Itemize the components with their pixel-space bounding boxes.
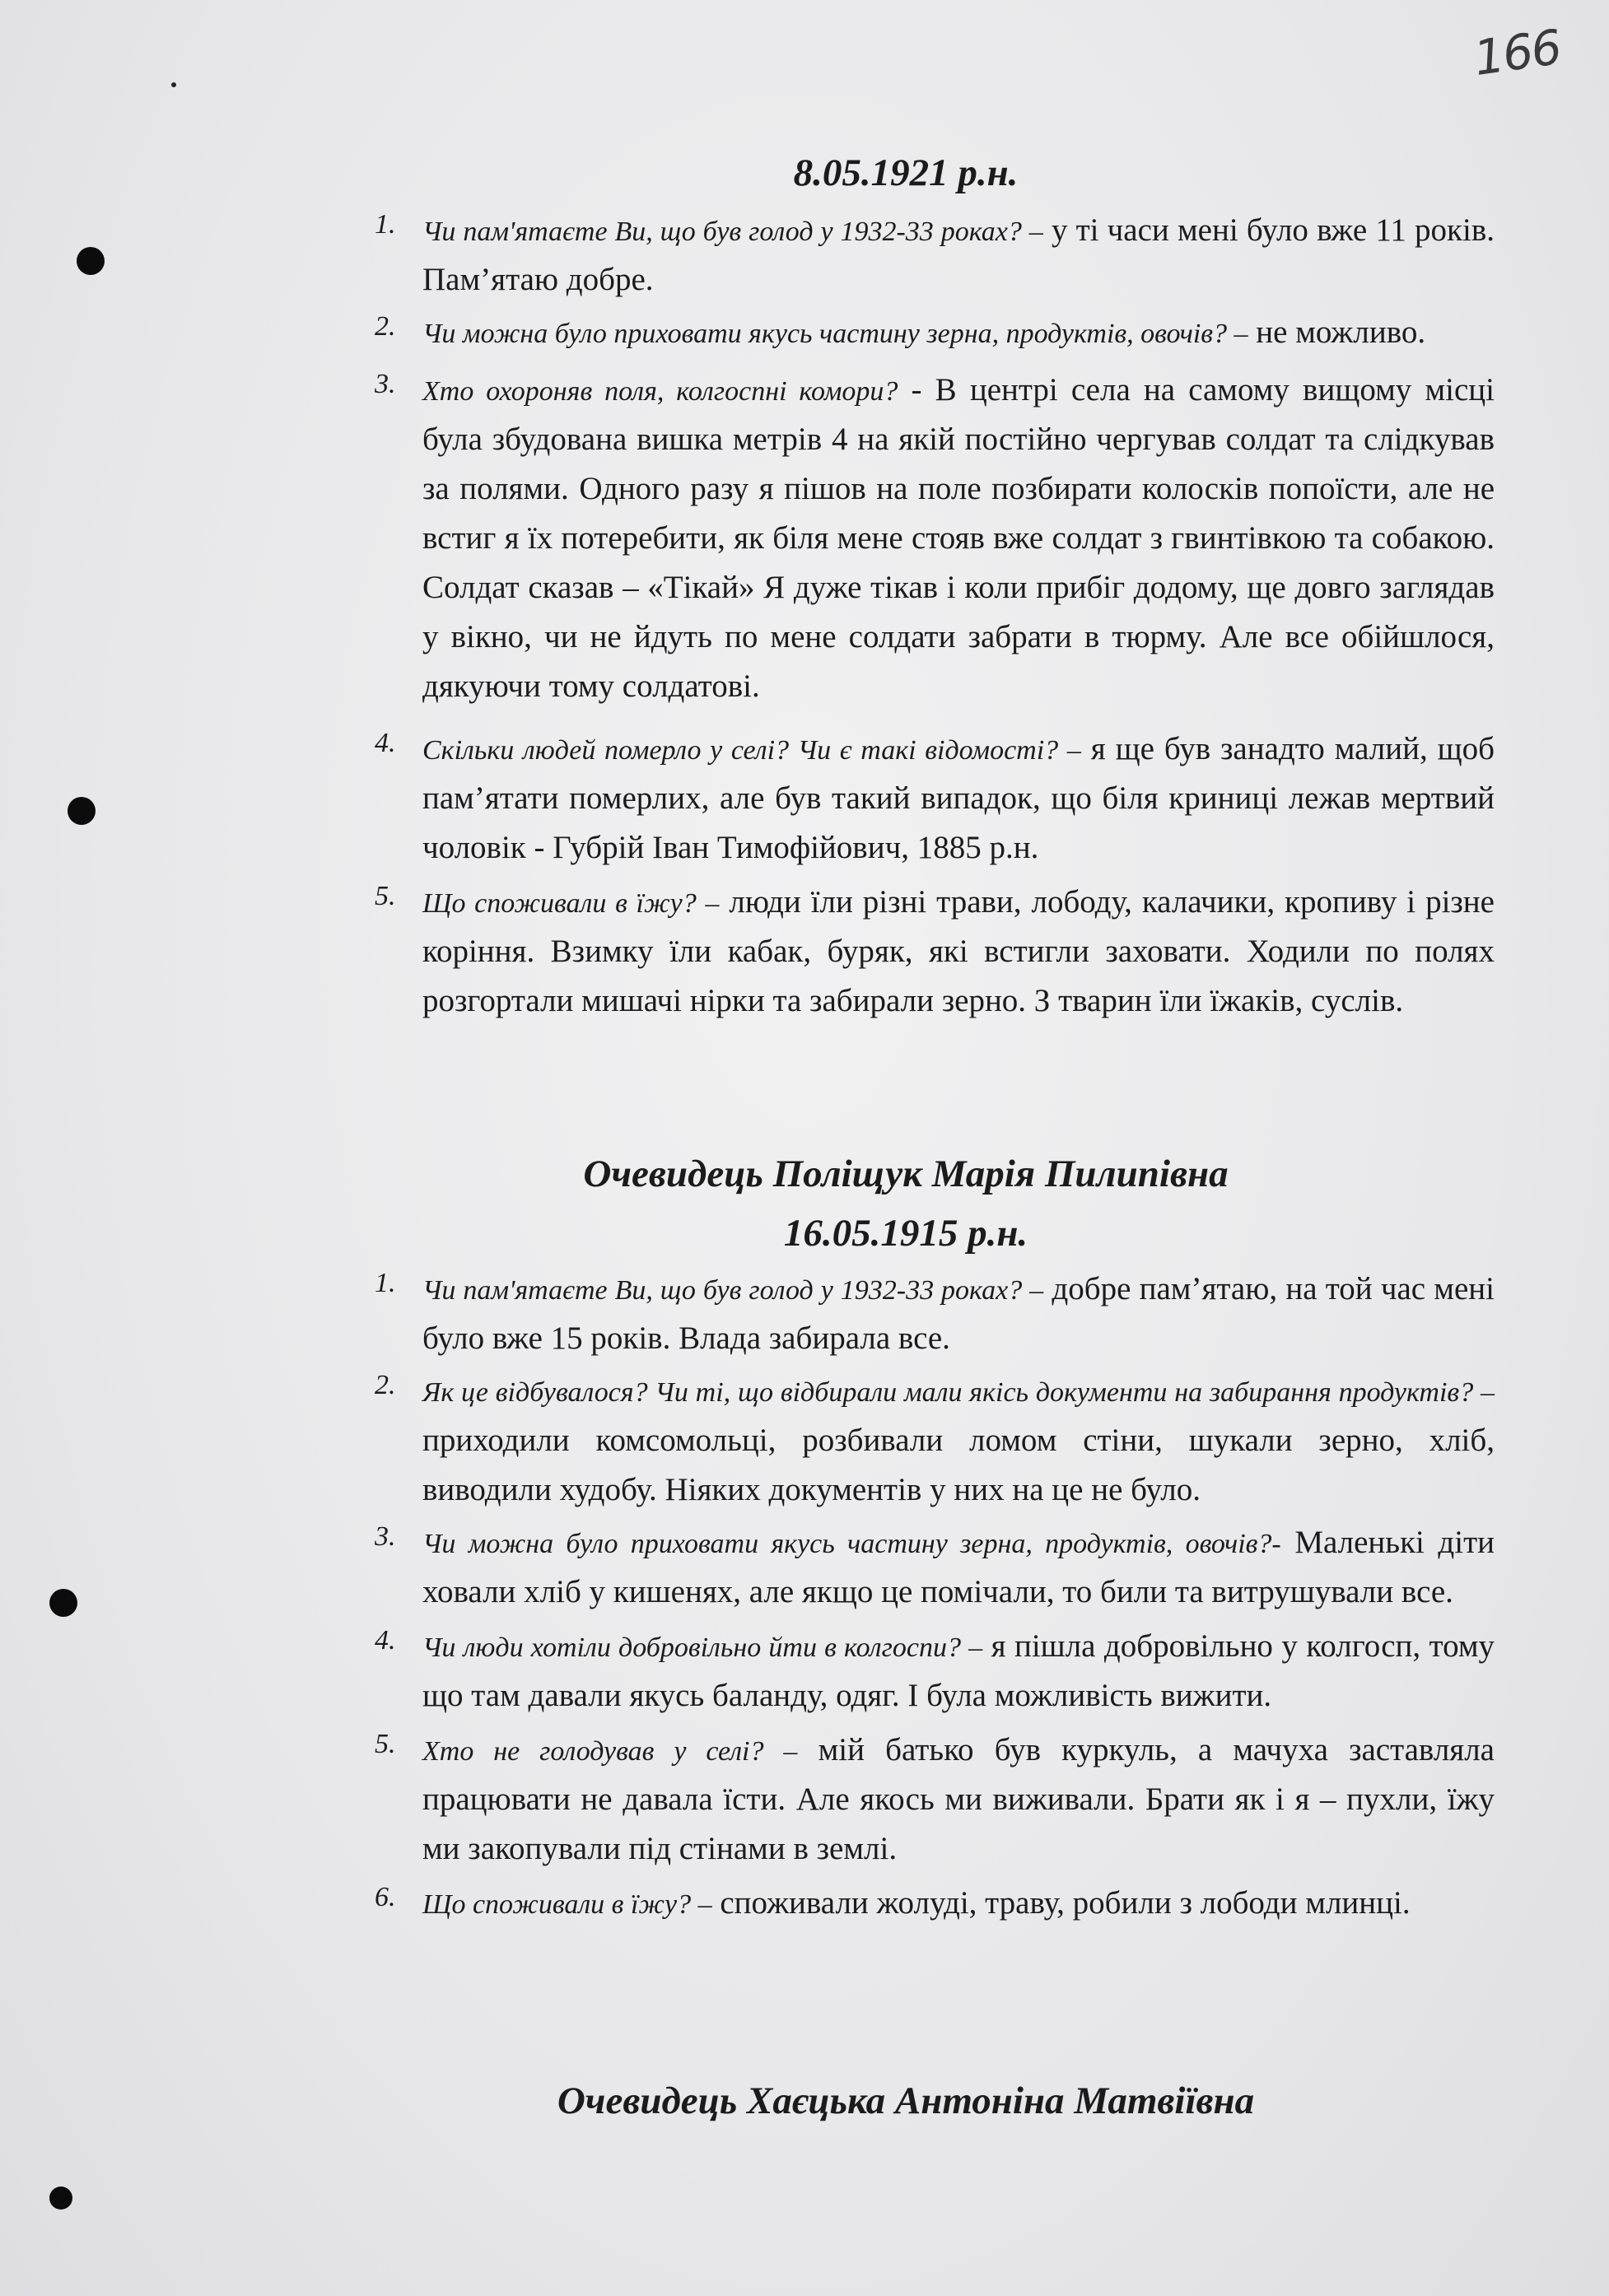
question-text: Як це відбувалося? Чи ті, що відбирали мали якісь документи на забирання продуктів? – (422, 1377, 1495, 1408)
birth-date-heading: 8.05.1921 р.н. (793, 151, 1019, 194)
interview-list (375, 1268, 1495, 1931)
item-number: 3. (375, 369, 396, 399)
answer-text: споживали жолуді, траву, робили з лободи млинці. (711, 1885, 1411, 1921)
item-number: 1. (375, 209, 396, 240)
item-number: 5. (375, 881, 396, 911)
question-text: Чи пам'ятаєте Ви, що був голод у 1932-33 роках? – (422, 217, 1043, 247)
item-number: 4. (375, 728, 396, 758)
item-number: 6. (375, 1882, 396, 1912)
list-item (375, 881, 1495, 1029)
item-number: 4. (375, 1625, 396, 1656)
list-item (375, 1625, 1495, 1724)
list-item (375, 728, 1495, 876)
list-item (375, 1268, 1495, 1367)
item-number: 2. (375, 311, 396, 342)
item-number: 3. (375, 1521, 396, 1552)
question-text: Чи люди хотіли добровільно йти в колгоспи? – (422, 1632, 983, 1663)
question-text: Скільки людей померло у селі? Чи є такі відомості? – (422, 735, 1081, 766)
list-item (375, 209, 1495, 308)
witness-name-heading: Очевидець Поліщук Марія Пилипівна (583, 1153, 1229, 1195)
list-item (375, 1729, 1495, 1877)
question-text: Чи пам'ятаєте Ви, що був голод у 1932-33 роках? – (422, 1275, 1044, 1306)
answer-text: добре пам’ятаю, на той час мені було вже 15 років. Влада забирала все. (422, 1271, 1495, 1356)
answer-text: я ще був занадто малий, щоб пам’ятати померлих, але був такий випадок, що біля криниці лежав мертвий чоловік - Губрій Іван Тимофійович, 1885 р.н. (422, 731, 1495, 865)
answer-text: люди їли різні трави, лободу, калачики, кропиву і різне коріння. Взимку їли кабак, буряк, які встигли заховати. Ходили по полях розгортали мишачі нірки та забирали зерно. З тварин їли їжаків, суслів. (422, 884, 1495, 1018)
punch-hole (49, 1589, 77, 1617)
witness-name-heading: Очевидець Хаєцька Антоніна Матвіївна (557, 2079, 1255, 2122)
punch-hole (77, 247, 105, 275)
question-text: Хто не голодував у селі? – (422, 1736, 798, 1767)
answer-text: приходили комсомольці, розбивали ломом стіни, шукали зерно, хліб, виводили худобу. Ніяких документів у них на це не було. (422, 1423, 1495, 1507)
interview-list (375, 209, 1495, 1029)
answer-text: я пішла добровільно у колгосп, тому що там давали якусь баланду, одяг. І була можливість вижити. (422, 1628, 1495, 1713)
paper-speck (171, 82, 176, 87)
punch-hole (49, 2187, 72, 2210)
answer-text: мій батько був куркуль, а мачуха заставляла працювати не давала їсти. Але якось ми виживали. Брати як і я – пухли, їжу ми закопували під стінами в землі. (422, 1732, 1495, 1866)
list-item (375, 369, 1495, 715)
birth-date-heading: 16.05.1915 р.н. (783, 1212, 1028, 1255)
question-text: Що споживали в їжу? – (422, 888, 720, 919)
list-item (375, 311, 1495, 361)
item-number: 5. (375, 1729, 396, 1759)
item-number: 1. (375, 1268, 396, 1298)
question-text: Хто охороняв поля, колгоспні комори? (422, 376, 898, 407)
list-item (375, 1521, 1495, 1620)
answer-text: - В центрі села на самому вищому місці була збудована вишка метрів 4 на якій постійно чергував солдат та слідкував за полями. Одного разу я пішов на поле позбирати колосків попоїсти, але не встиг я їх потеребити, як біля мене стояв вже солдат з гвинтівкою та собакою. Солдат сказав – «Тікай» Я дуже тікав і коли прибіг додому, ще довго заглядав у вікно, чи не йдуть по мене солдати забрати в тюрму. Але все обійшлося, дякуючи тому солдатові. (422, 372, 1495, 704)
answer-text: Маленькі діти ховали хліб у кишенях, але якщо це помічали, то били та витрушували все. (422, 1525, 1495, 1609)
page-number: 166 (1470, 19, 1564, 86)
list-item (375, 1370, 1495, 1518)
question-text: Чи можна було приховати якусь частину зерна, продуктів, овочів?- (422, 1529, 1281, 1559)
answer-text: не можливо. (1248, 314, 1426, 350)
question-text: Що споживали в їжу? – (422, 1889, 712, 1920)
item-number: 2. (375, 1370, 396, 1400)
answer-text: у ті часи мені було вже 11 років. Пам’ятаю добре. (422, 212, 1495, 297)
list-item (375, 1882, 1495, 1931)
punch-hole (68, 797, 96, 825)
question-text: Чи можна було приховати якусь частину зерна, продуктів, овочів? – (422, 319, 1248, 349)
